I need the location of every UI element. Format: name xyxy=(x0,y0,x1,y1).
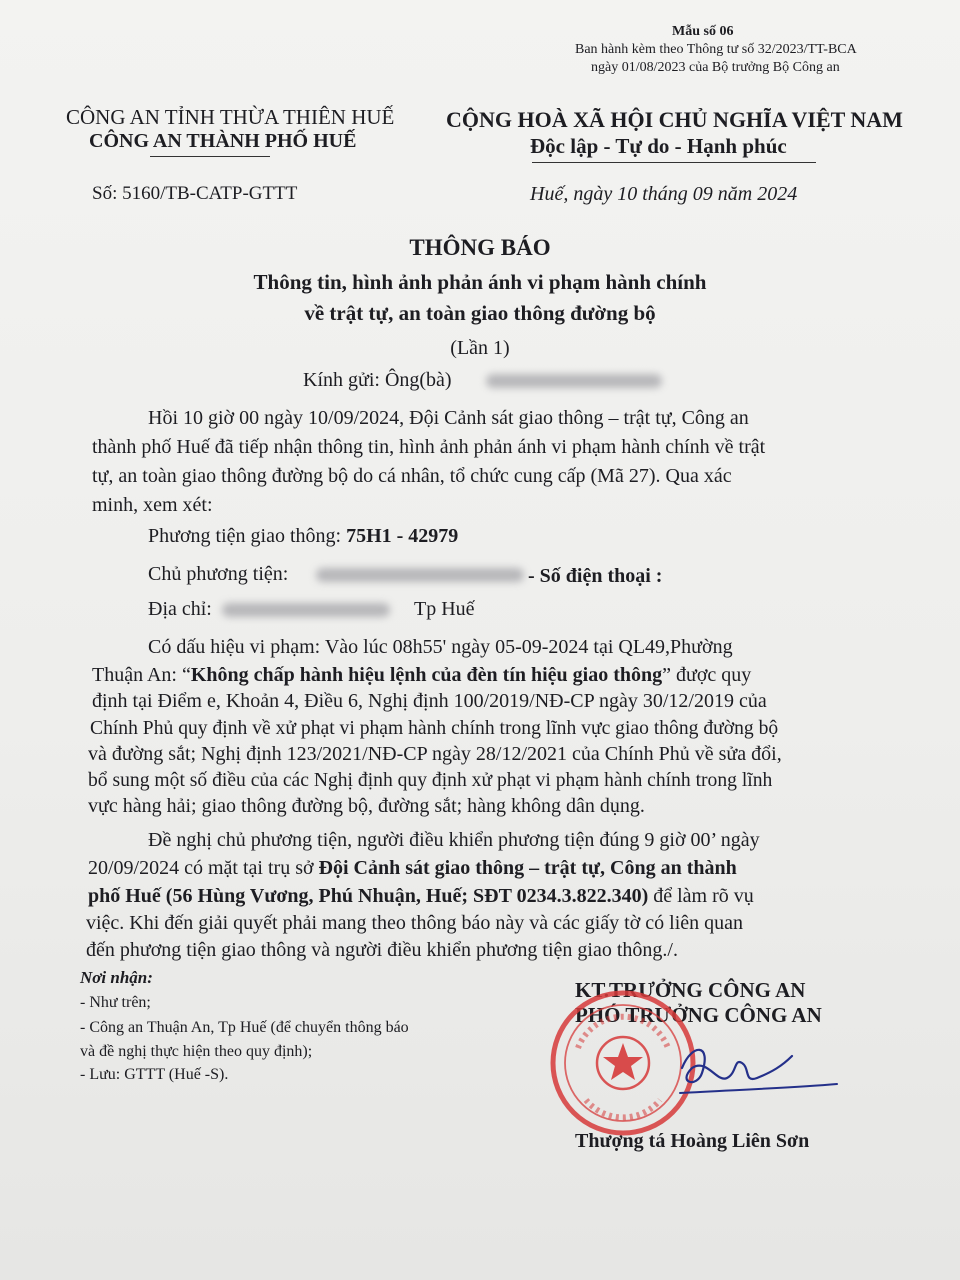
request-office: Đội Cảnh sát giao thông – trật tự, Công an thành xyxy=(318,857,737,879)
address-city: Tp Huế xyxy=(414,598,475,620)
violation-suffix: ” được quy xyxy=(662,664,752,686)
violation-line-6: bổ sung một số điều của các Nghị định quy định xử phạt vi phạm hành chính trong lĩnh xyxy=(88,770,773,791)
handwritten-signature-icon xyxy=(672,1038,842,1108)
signature-title-2: PHÓ TRƯỞNG CÔNG AN xyxy=(575,1003,822,1027)
form-issuance-line2: ngày 01/08/2023 của Bộ trưởng Bộ Công an xyxy=(591,60,840,75)
place-date: Huế, ngày 10 tháng 09 năm 2024 xyxy=(530,183,798,205)
attempt-number: (Lần 1) xyxy=(450,337,510,359)
phone-label: - Số điện thoại : xyxy=(528,565,663,587)
request-line-2 xyxy=(88,857,737,880)
request-line-4: việc. Khi đến giải quyết phải mang theo thông báo này và các giấy tờ có liên quan xyxy=(86,912,744,934)
violation-line-2 xyxy=(92,664,751,687)
vehicle-row xyxy=(148,525,458,548)
owner-label: Chủ phương tiện: xyxy=(148,563,289,585)
vehicle-label: Phương tiện giao thông: xyxy=(148,525,347,547)
request-address: phố Huế (56 Hùng Vương, Phú Nhuận, Huế; SĐT 0234.3.822.340) xyxy=(88,885,649,907)
document-subtitle-line1: Thông tin, hình ảnh phản ánh vi phạm hành chính xyxy=(253,270,707,294)
violation-prefix: Thuận An: “ xyxy=(92,664,191,686)
document-number: Số: 5160/TB-CATP-GTTT xyxy=(92,183,298,204)
violation-line-7: vực hàng hải; giao thông đường bộ, đường sắt; hàng không dân dụng. xyxy=(88,795,645,817)
request-suffix: để làm rõ vụ xyxy=(648,885,754,907)
signature-title-1: KT.TRƯỞNG CÔNG AN xyxy=(575,978,806,1002)
violation-line-1: Có dấu hiệu vi phạm: Vào lúc 08h55' ngày 05-09-2024 tại QL49,Phường xyxy=(148,636,733,658)
violation-line-4: Chính Phủ quy định về xử phạt vi phạm hành chính trong lĩnh vực giao thông đường bộ xyxy=(90,718,779,739)
national-title: CỘNG HOÀ XÃ HỘI CHỦ NGHĨA VIỆT NAM xyxy=(446,107,903,132)
agency-parent: CÔNG AN TỈNH THỪA THIÊN HUẾ xyxy=(66,105,395,129)
intro-line-2: thành phố Huế đã tiếp nhận thông tin, hình ảnh phản ánh vi phạm hành chính về trật xyxy=(92,436,766,458)
violation-description: Không chấp hành hiệu lệnh của đèn tín hiệu giao thông xyxy=(190,664,663,686)
violation-line-3: định tại Điểm e, Khoản 4, Điều 6, Nghị định 100/2019/NĐ-CP ngày 30/12/2019 của xyxy=(92,690,767,712)
redacted-address xyxy=(222,603,390,617)
redacted-owner-name xyxy=(316,568,524,582)
document-subtitle-line2: về trật tự, an toàn giao thông đường bộ xyxy=(304,301,656,325)
address-label: Địa chỉ: xyxy=(148,598,212,620)
agency-underline xyxy=(150,156,270,157)
intro-line-4: minh, xem xét: xyxy=(92,494,213,516)
recipient-label: Kính gửi: Ông(bà) xyxy=(303,369,452,391)
intro-line-3: tự, an toàn giao thông đường bộ do cá nhân, tổ chức cung cấp (Mã 27). Qua xác xyxy=(92,465,732,487)
redacted-recipient-name xyxy=(486,374,662,388)
recipients-title: Nơi nhận: xyxy=(80,968,153,987)
recipients-item-4: - Lưu: GTTT (Huế -S). xyxy=(80,1066,229,1083)
violation-line-5: và đường sắt; Nghị định 123/2021/NĐ-CP ngày 28/12/2021 của Chính Phủ về sửa đổi, xyxy=(88,743,782,765)
agency-name: CÔNG AN THÀNH PHỐ HUẾ xyxy=(89,130,357,152)
form-number: Mẫu số 06 xyxy=(672,24,734,39)
request-line-5: đến phương tiện giao thông và người điều khiển phương tiện giao thông./. xyxy=(86,939,678,961)
recipients-item-1: - Như trên; xyxy=(80,994,151,1011)
national-motto: Độc lập - Tự do - Hạnh phúc xyxy=(530,134,787,158)
request-line-1: Đề nghị chủ phương tiện, người điều khiển phương tiện đúng 9 giờ 00’ ngày xyxy=(148,829,760,851)
recipients-item-2: - Công an Thuận An, Tp Huế (để chuyển thông báo xyxy=(80,1019,409,1036)
request-line-3 xyxy=(88,885,754,908)
document-title: THÔNG BÁO xyxy=(409,235,551,260)
request-prefix: 20/09/2024 có mặt tại trụ sở xyxy=(88,857,319,879)
recipients-item-3: và đề nghị thực hiện theo quy định); xyxy=(80,1043,313,1060)
intro-line-1: Hồi 10 giờ 00 ngày 10/09/2024, Đội Cảnh sát giao thông – trật tự, Công an xyxy=(148,407,749,429)
form-issuance-line1: Ban hành kèm theo Thông tư số 32/2023/TT-BCA xyxy=(575,42,857,57)
motto-underline xyxy=(532,162,816,163)
vehicle-plate: 75H1 - 42979 xyxy=(346,525,459,547)
signer-name: Thượng tá Hoàng Liên Sơn xyxy=(575,1130,810,1152)
